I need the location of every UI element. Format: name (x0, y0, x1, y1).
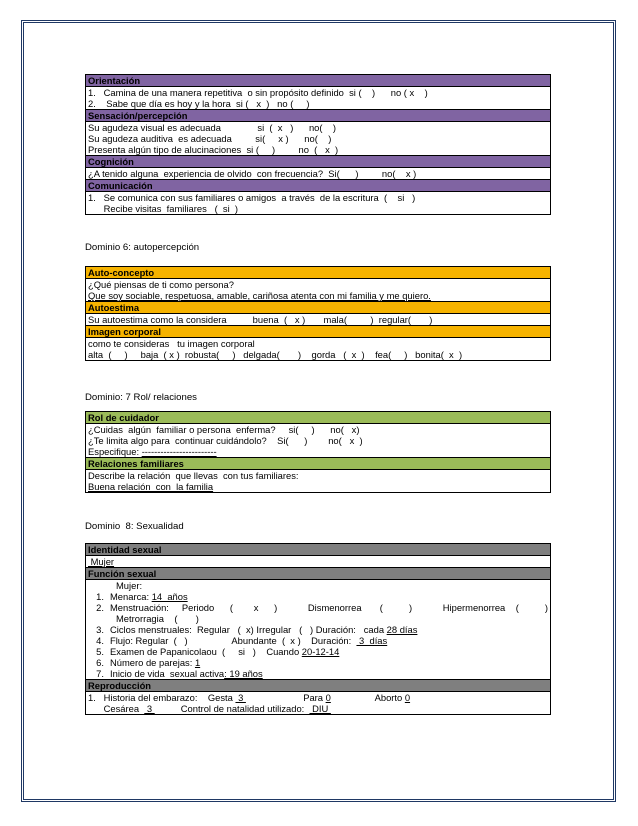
sensacion-line-1: Su agudeza visual es adecuada si ( x ) no( ) (88, 122, 337, 133)
cesarea-value: 3 (144, 703, 155, 714)
funcion-item-2: 2. Menstruación: Periodo ( x ) Dismenorrea ( ) Hipermenorrea ( ) (96, 602, 548, 613)
identidad-value: Mujer (88, 556, 115, 567)
autoconcepto-line-2: Que soy sociable, respetuosa, amable, cariñosa atenta con mi familia y me quiero. (88, 290, 431, 301)
header-funcion-sexual: Función sexual (86, 568, 550, 580)
funcion-item-7: 7. Inicio de vida sexual activa : 19 años (96, 668, 263, 679)
section-rol-cuidador (86, 412, 550, 458)
funcion-item-5: 5. Examen de Papanicolaou ( si ) Cuando 20-12-14 (96, 646, 340, 657)
reproduccion-line-2: Cesárea 3 Control de natalidad utilizado: DIU (88, 703, 331, 714)
especifique-value: ------------------------ (141, 446, 217, 457)
funcion-item-1: 1. Menarca: 14 años (96, 591, 188, 602)
autoconcepto-line-1: ¿Qué piensas de ti como persona? (88, 279, 234, 290)
header-reproduccion: Reproducción (86, 680, 550, 692)
section-funcion-sexual (86, 568, 550, 680)
header-autoestima: Autoestima (86, 302, 550, 314)
section-orientacion (86, 75, 550, 110)
header-cognicion: Cognición (86, 156, 550, 168)
autoestima-line-1: Su autoestima como la considera buena ( x ) mala( ) regular( ) (88, 314, 433, 325)
dominio-8-heading: Dominio 8: Sexualidad (85, 521, 184, 532)
table-dominio-percepcion-cognicion (85, 74, 551, 215)
header-imagen-corporal: Imagen corporal (86, 326, 550, 338)
ciclo-duracion-value: 28 días (386, 624, 418, 635)
header-sensacion: Sensación/percepción (86, 110, 550, 122)
control-natalidad-value: DIU (309, 703, 331, 714)
header-comunicacion: Comunicación (86, 180, 550, 192)
funcion-item-2-metrorragia: Metrorragia ( ) (116, 613, 199, 624)
especifique-label: Especifique: (88, 446, 142, 457)
orientacion-line-2: 2. Sabe que día es hoy y la hora si ( x ) no ( ) (88, 98, 310, 109)
funcion-item-3: 3. Ciclos menstruales: Regular ( x) Irregular ( ) Duración: cada 28 días (96, 624, 418, 635)
table-sexualidad (85, 543, 551, 715)
section-reproduccion (86, 680, 550, 714)
orientacion-line-1: 1. Camina de una manera repetitiva o sin propósito definido si ( ) no ( x ) (88, 87, 428, 98)
section-imagen-corporal (86, 326, 550, 360)
funcion-mujer-label: Mujer: (116, 580, 143, 591)
rol-line-3 (86, 446, 550, 457)
sensacion-line-2: Su agudeza auditiva es adecuada si( x ) no( ) (88, 133, 332, 144)
header-autoconcepto: Auto-concepto (86, 267, 550, 279)
aborto-value: 0 (404, 692, 411, 703)
gesta-value: 3 (235, 692, 246, 703)
relaciones-line-2: Buena relación con la familia (88, 481, 214, 492)
funcion-item-6: 6. Número de parejas: 1 (96, 657, 201, 668)
section-cognicion (86, 156, 550, 180)
rol-line-2: ¿Te limita algo para continuar cuidándolo? Si( ) no( x ) (88, 435, 363, 446)
section-identidad-sexual (86, 544, 550, 568)
inicio-vida-sexual-value: : 19 años (224, 668, 263, 679)
papanicolaou-fecha-value: 20-12-14 (301, 646, 340, 657)
cognicion-line-1: ¿A tenido alguna experiencia de olvido con frecuencia? Si( ) no( x ) (88, 168, 417, 179)
comunicacion-line-2: Recibe visitas familiares ( si ) (88, 203, 239, 214)
section-autoestima (86, 302, 550, 326)
relaciones-line-1: Describe la relación que llevas con tus familiares: (88, 470, 299, 481)
dominio-6-heading: Dominio 6: autopercepción (85, 242, 200, 253)
table-rol-relaciones (85, 411, 551, 493)
dominio-7-heading: Dominio: 7 Rol/ relaciones (85, 392, 197, 403)
flujo-duracion-value: 3 días (356, 635, 388, 646)
section-sensacion (86, 110, 550, 156)
imagen-line-1: como te consideras tu imagen corporal (88, 338, 255, 349)
section-comunicacion (86, 180, 550, 214)
table-autopercepcion (85, 266, 551, 361)
reproduccion-line-1: 1. Historia del embarazo: Gesta 3 Para 0 Aborto 0 (88, 692, 411, 703)
funcion-item-4: 4. Flujo: Regular ( ) Abundante ( x ) Duración: 3 días (96, 635, 388, 646)
para-value: 0 (325, 692, 331, 703)
section-relaciones-familiares (86, 458, 550, 492)
header-orientacion: Orientación (86, 75, 550, 87)
sensacion-line-3: Presenta algún tipo de alucinaciones si ( ) no ( x ) (88, 144, 339, 155)
header-relaciones-familiares: Relaciones familiares (86, 458, 550, 470)
imagen-line-2: alta ( ) baja ( x ) robusta( ) delgada( ) gorda ( x ) fea( ) bonita( x ) (88, 349, 463, 360)
header-identidad-sexual: Identidad sexual (86, 544, 550, 556)
header-rol-cuidador: Rol de cuidador (86, 412, 550, 424)
comunicacion-line-1: 1. Se comunica con sus familiares o amigos a través de la escritura ( si ) (88, 192, 416, 203)
section-autoconcepto (86, 267, 550, 302)
menarca-value: 14 años (151, 591, 188, 602)
parejas-value: 1 (194, 657, 201, 668)
rol-line-1: ¿Cuidas algún familiar o persona enferma? si( ) no( x) (88, 424, 360, 435)
